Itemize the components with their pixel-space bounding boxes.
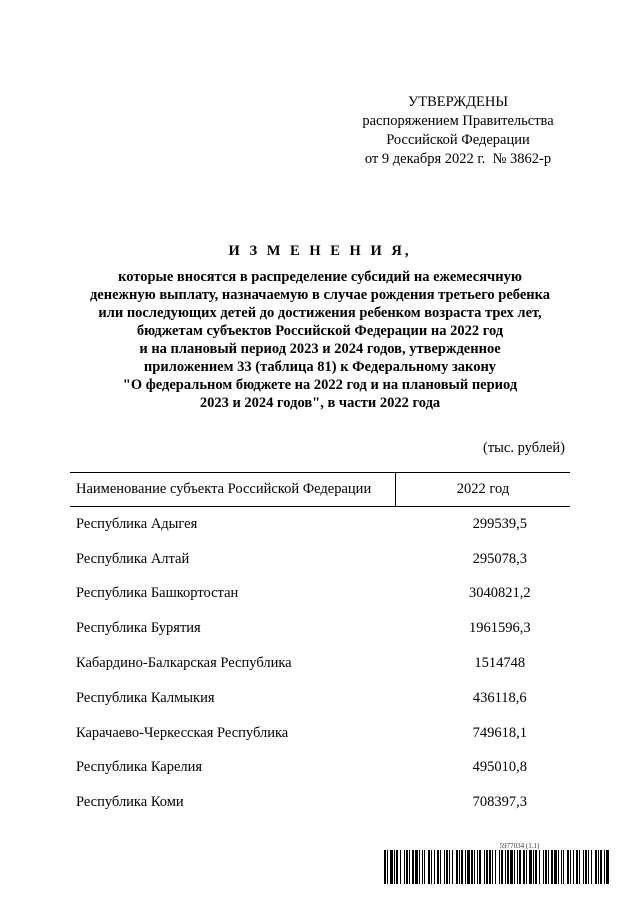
subject-name: Республика Коми: [76, 794, 184, 811]
approval-date: от 9 декабря 2022 г. № 3862-р: [364, 151, 552, 167]
units-label: (тыс. рублей): [483, 440, 565, 456]
table-row: [70, 681, 570, 716]
barcode-label: 5977034 (1.1): [499, 842, 540, 850]
subject-name: Республика Калмыкия: [76, 689, 215, 706]
amount-value: 299539,5: [472, 515, 527, 532]
approval-line: Российской Федерации: [386, 132, 530, 148]
amount-value: 708397,3: [472, 794, 527, 811]
approval-title: УТВЕРЖДЕНЫ: [407, 94, 509, 110]
subject-name: Республика Карелия: [76, 759, 203, 776]
heading-line: приложением 33 (таблица 81) к Федеральному закону: [143, 359, 497, 375]
barcode-image: [384, 850, 610, 884]
amount-value: 3040821,2: [468, 585, 531, 602]
subject-name: Республика Башкортостан: [76, 585, 239, 602]
amount-value: 295078,3: [472, 550, 527, 567]
heading-line: денежную выплату, назначаемую в случае рождения третьего ребенка: [89, 287, 551, 303]
subject-name: Республика Бурятия: [76, 620, 201, 637]
heading-line: "О федеральном бюджете на 2022 год и на плановый период: [122, 377, 518, 393]
table-row: [70, 646, 570, 681]
subsidy-table: [70, 472, 570, 820]
amount-value: 1514748: [474, 655, 526, 672]
amount-value: 749618,1: [472, 724, 527, 741]
amount-value: 436118,6: [472, 689, 527, 706]
table-row: [70, 716, 570, 751]
table-row: [70, 785, 570, 820]
table-header-row: [70, 473, 570, 507]
subject-name: Кабардино-Балкарская Республика: [76, 655, 292, 672]
document-barcode: [384, 842, 610, 884]
heading-line: которые вносятся в распределение субсидий на ежемесячную: [118, 269, 522, 285]
approval-line: распоряжением Правительства: [362, 113, 554, 129]
table-row: [70, 751, 570, 786]
approval-block: [338, 93, 578, 169]
subject-name: Республика Адыгея: [76, 515, 198, 532]
column-header-subject: Наименование субъекта Российской Федерации: [70, 473, 396, 507]
table-row: [70, 542, 570, 577]
subject-name: Карачаево-Черкесская Республика: [76, 724, 289, 741]
document-heading: [60, 242, 580, 412]
heading-line: бюджетам субъектов Российской Федерации на 2022 год: [136, 323, 504, 339]
document-title: И З М Е Н Е Н И Я,: [228, 243, 412, 259]
heading-line: или последующих детей до достижения ребенком возраста трех лет,: [98, 305, 542, 321]
table-row: [70, 507, 570, 542]
heading-line: 2023 и 2024 годов", в части 2022 года: [199, 395, 441, 411]
heading-line: и на плановый период 2023 и 2024 годов, утвержденное: [139, 341, 501, 357]
table-row: [70, 611, 570, 646]
column-header-year: 2022 год: [396, 473, 571, 507]
amount-value: 495010,8: [472, 759, 527, 776]
table-row: [70, 577, 570, 612]
amount-value: 1961596,3: [468, 620, 531, 637]
subject-name: Республика Алтай: [76, 550, 190, 567]
